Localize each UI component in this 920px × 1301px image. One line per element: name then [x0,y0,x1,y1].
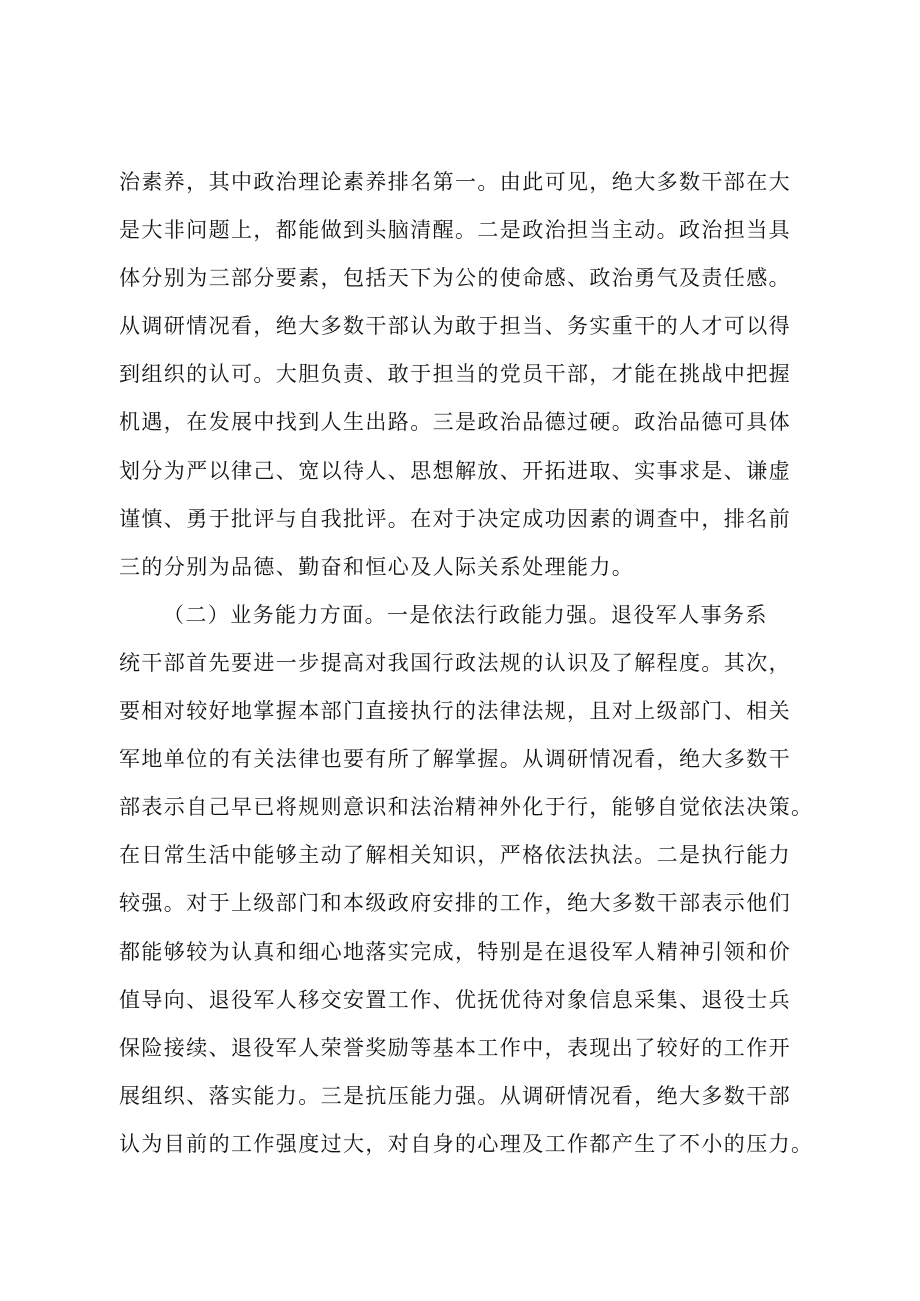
text-line: 是大非问题上，都能做到头脑清醒。二是政治担当主动。政治担当具 [119,218,791,243]
text-line: 在日常生活中能够主动了解相关知识，严格依法执法。二是执行能力 [119,843,791,868]
text-line: 治素养，其中政治理论素养排名第一。由此可见，绝大多数干部在大 [119,170,791,194]
text-line: 谨慎、勇于批评与自我批评。在对于决定成功因素的调查中，排名前 [119,506,791,531]
text-line: 体分别为三部分要素，包括天下为公的使命感、政治勇气及责任感。 [119,266,791,291]
text-line: 到组织的认可。大胆负责、敢于担当的党员干部，才能在挑战中把握 [119,362,791,387]
section-heading-line: （二）业务能力方面。一是依法行政能力强。退役军人事务系 [163,602,768,627]
body-text [119,158,839,1168]
text-line: 保险接续、退役军人荣誉奖励等基本工作中，表现出了较好的工作开 [119,1035,791,1060]
text-line: 从调研情况看，绝大多数干部认为敢于担当、务实重干的人才可以得 [119,314,791,339]
text-line: 机遇，在发展中找到人生出路。三是政治品德过硬。政治品德可具体 [119,410,791,435]
text-line: 划分为严以律己、宽以待人、思想解放、开拓进取、实事求是、谦虚 [119,458,791,483]
text-line: 都能够较为认真和细心地落实完成，特别是在退役军人精神引领和价 [119,939,791,964]
text-line: 部表示自己早已将规则意识和法治精神外化于行，能够自觉依法决策。 [119,795,814,820]
text-line: 要相对较好地掌握本部门直接执行的法律法规，且对上级部门、相关 [119,699,791,724]
text-line: 军地单位的有关法律也要有所了解掌握。从调研情况看，绝大多数干 [119,747,791,772]
text-line: 三的分别为品德、勤奋和恒心及人际关系处理能力。 [119,554,635,579]
text-line: 较强。对于上级部门和本级政府安排的工作，绝大多数干部表示他们 [119,891,791,916]
text-line: 统干部首先要进一步提高对我国行政法规的认识及了解程度。其次， [119,650,791,675]
text-line: 展组织、落实能力。三是抗压能力强。从调研情况看，绝大多数干部 [119,1083,791,1108]
text-line: 值导向、退役军人移交安置工作、优抚优待对象信息采集、退役士兵 [119,987,791,1012]
text-line: 认为目前的工作强度过大，对自身的心理及工作都产生了不小的压力。 [119,1131,814,1156]
